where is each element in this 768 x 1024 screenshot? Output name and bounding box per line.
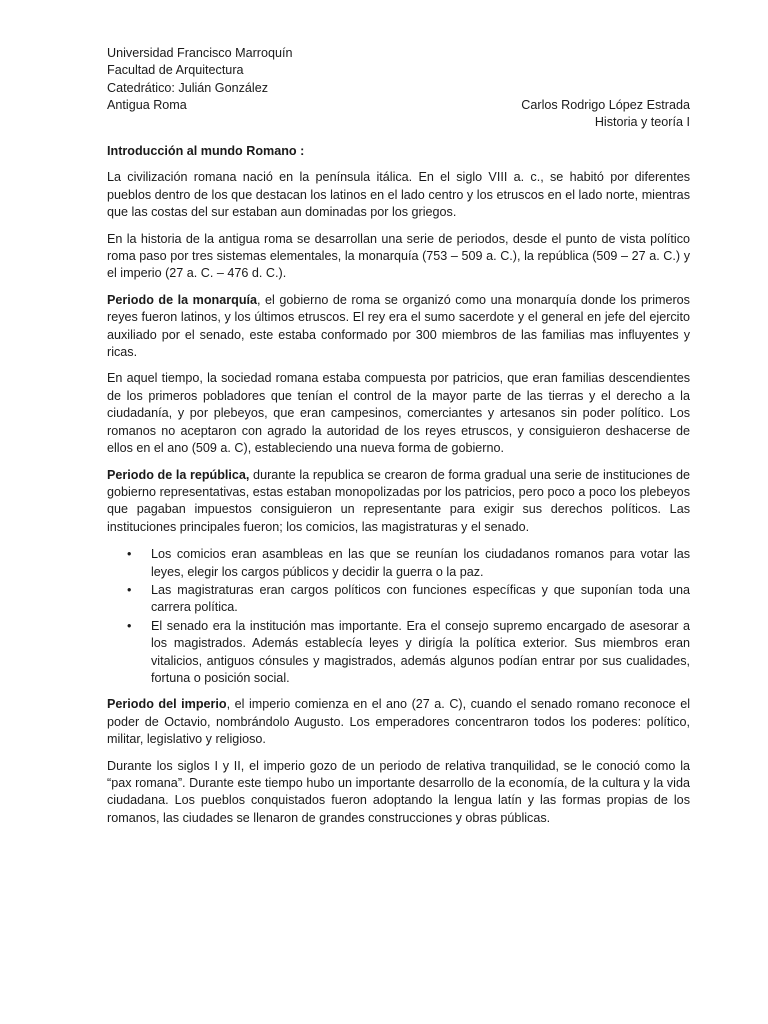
empire-text: , el imperio comienza en el ano (27 a. C), cuando el senado romano reconoce el poder de Octavio, nombrándolo Augusto. Los emperadores concentraron todos los poderes: político, militar, legislativo y religioso. (107, 697, 690, 747)
document-header (107, 45, 690, 132)
list-item-text: El senado era la institución mas importante. Era el consejo supremo encargado de asesorar a los magistrados. Además establecía leyes y dirigía la política exterior. Sus miembros eran vitalicios, antiguos cónsules y magistrados, además algunos podían entrar por sus cualidades, fortuna o posición social. (151, 618, 690, 685)
bullet-icon: • (127, 547, 132, 562)
university-name: Universidad Francisco Marroquín (107, 46, 293, 60)
bullet-icon: • (127, 618, 132, 633)
republic-text: durante la republica se crearon de forma gradual una serie de instituciones de gobierno representativas, estas estaban monopolizadas por los patricios, pero poco a poco los plebeyos que pagaban impuestos consiguieron un representante para exigir sus derechos políticos. Las instituciones principales fueron; los comicios, las magistraturas y el senado. (107, 467, 690, 534)
list-item-text: Las magistraturas eran cargos políticos con funciones específicas y que suponían toda una carrera política. (151, 582, 690, 615)
professor-name: Catedrático: Julián González (107, 80, 269, 95)
institutions-list (107, 546, 690, 687)
paragraph-society: En aquel tiempo, la sociedad romana estaba compuesta por patricios, que eran familias descendientes de los primeros pobladores que tenían el control de la mayor parte de las tierras y el derecho a la ciudadanía, y por plebeyos, que eran campesinos, comerciantes y artesanos sin poder político. Los romanos no aceptaron con agrado la autoridad de los reyes etruscos, y consiguieron deshacerse de ellos en el ano (509 a. C), estableciendo una nueva forma de gobierno. (107, 371, 690, 456)
bullet-icon: • (127, 582, 132, 597)
faculty-name: Facultad de Arquitectura (107, 63, 244, 78)
document-page (107, 45, 690, 827)
monarchy-heading: Periodo de la monarquía (107, 292, 258, 307)
paragraph-intro: La civilización romana nació en la península itálica. En el siglo VIII a. c., se habitó por diferentes pueblos dentro de los que destacan los latinos en el lado centro y los etruscos en el lado norte, mientras que las costas del sur estaban aun dominadas por los griegos. (107, 170, 690, 220)
course-name: Historia y teoría I (594, 115, 690, 130)
paragraph-monarchy (107, 292, 690, 362)
paragraph-empire (107, 696, 690, 748)
monarchy-text: , el gobierno de roma se organizó como una monarquía donde los primeros reyes fueron latinos, y los últimos etruscos. El rey era el sumo sacerdote y el general en jefe del ejercito auxiliado por el senado, este estaba conformado por 300 miembros de las familias mas influyentes y ricas. (107, 292, 690, 360)
paragraph-pax-romana: Durante los siglos I y II, el imperio gozo de un periodo de relativa tranquilidad, se le conoció como la “pax romana”. Durante este tiempo hubo un importante desarrollo de la economía, de la cultura y la vida ciudadana. Los pueblos conquistados fueron adoptando la lengua latín y las formas propias de los romanos, las ciudades se llenaron de grandes construcciones y obras públicas. (107, 758, 690, 825)
list-item (107, 618, 690, 688)
list-item-text: Los comicios eran asambleas en las que se reunían los ciudadanos romanos para votar las leyes, elegir los cargos públicos y decidir la guerra o la paz. (151, 547, 690, 579)
empire-heading: Periodo del imperio (107, 697, 227, 712)
header-right-block (521, 97, 690, 132)
author-name: Carlos Rodrigo López Estrada (521, 98, 690, 112)
paragraph-periods: En la historia de la antigua roma se desarrollan una serie de periodos, desde el punto de vista político roma paso por tres sistemas elementales, la monarquía (753 – 509 a. C.), la república (509 – 27 a. C.) y el imperio (27 a. C. – 476 d. C.). (107, 231, 690, 281)
republic-heading: Periodo de la república, (107, 467, 250, 482)
document-title: Introducción al mundo Romano : (107, 144, 305, 158)
list-item (107, 546, 690, 581)
paragraph-republic (107, 467, 690, 537)
course-topic: Antigua Roma (107, 98, 187, 113)
list-item (107, 582, 690, 617)
